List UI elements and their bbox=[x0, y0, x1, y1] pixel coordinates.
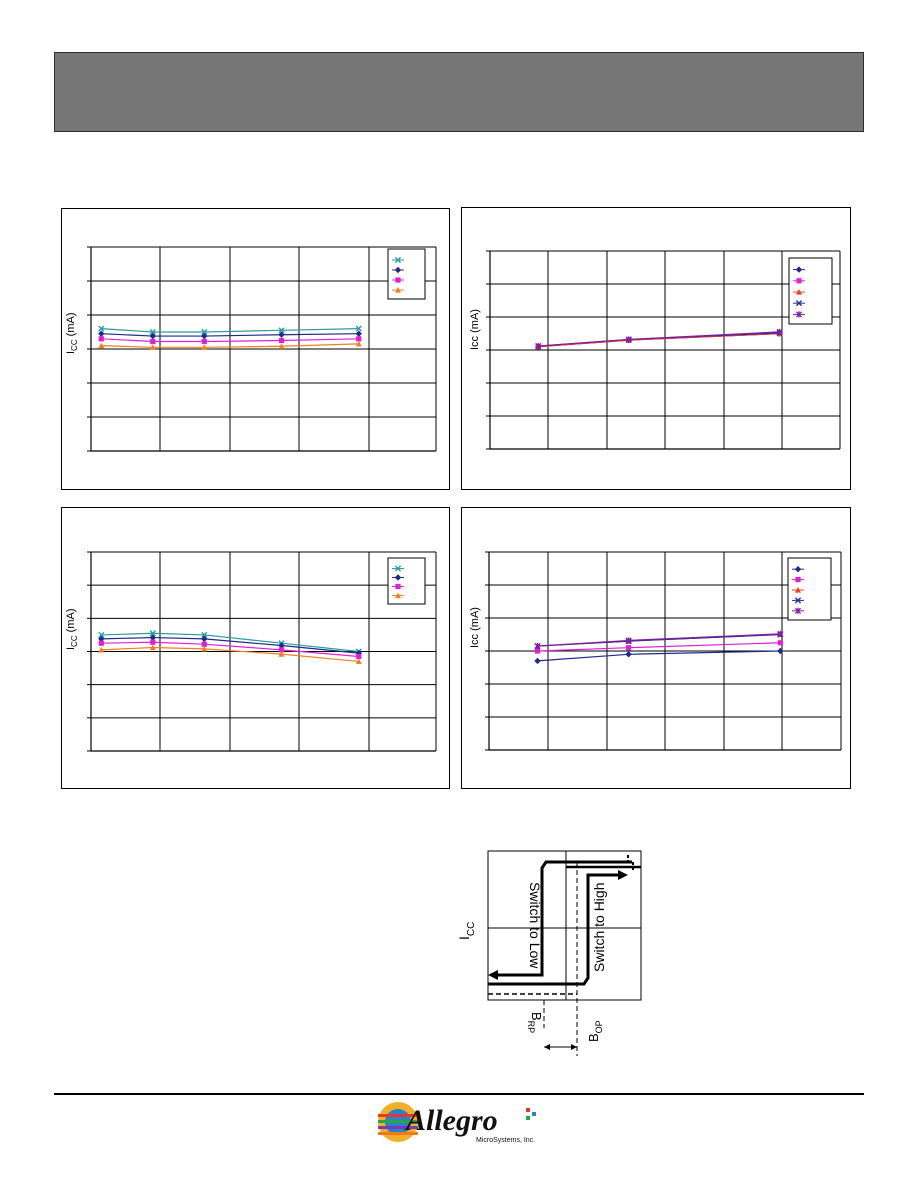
hysteresis-arrow-low bbox=[488, 970, 498, 980]
series-2-point bbox=[626, 645, 631, 650]
series-3-line bbox=[538, 334, 779, 347]
series-1-point bbox=[625, 651, 631, 657]
hysteresis-y-axis-label: $I_{CC}$ bbox=[456, 921, 477, 940]
series-3-point bbox=[150, 640, 155, 645]
series-3-point bbox=[99, 641, 104, 646]
legend-box bbox=[388, 249, 425, 299]
footer-rule bbox=[54, 1093, 864, 1095]
chart-top-right bbox=[462, 208, 852, 491]
plot-grid bbox=[87, 552, 436, 751]
hysteresis-path-low bbox=[494, 862, 632, 975]
y-axis-label-unit: (mA) bbox=[469, 309, 481, 336]
y-axis-label-sub: CC bbox=[70, 635, 79, 647]
plot-grid bbox=[87, 247, 436, 451]
series-1-point bbox=[534, 658, 540, 664]
series-1-line bbox=[538, 651, 781, 661]
series-1-point bbox=[777, 648, 783, 654]
series-3-point bbox=[279, 338, 284, 343]
chart-top-left bbox=[62, 209, 451, 491]
series-3-point bbox=[99, 336, 104, 341]
legend bbox=[388, 249, 425, 299]
chart-panel-bottom-right bbox=[461, 507, 851, 789]
legend-entry-2-marker bbox=[795, 577, 800, 582]
y-axis-label-main: I bbox=[65, 646, 77, 650]
brp-label: $B_{RP}$ bbox=[526, 1012, 544, 1034]
series-3-point bbox=[356, 654, 361, 659]
logo-dot-3 bbox=[526, 1116, 530, 1120]
y-axis-label-unit: (mA) bbox=[65, 312, 77, 340]
y-axis-label bbox=[469, 309, 481, 350]
y-axis-label bbox=[469, 607, 481, 648]
hysteresis-arrow-high bbox=[618, 870, 628, 880]
allegro-logo bbox=[376, 1100, 546, 1146]
hysteresis-diagram bbox=[440, 840, 660, 1070]
logo-text: Allegro bbox=[406, 1104, 498, 1137]
chart-panel-bottom-left bbox=[61, 507, 450, 789]
series-3-point bbox=[150, 339, 155, 344]
y-axis-label-sub: CC bbox=[70, 339, 79, 351]
plot-grid bbox=[486, 251, 840, 449]
switch-to-high-label: Switch to High bbox=[591, 882, 607, 972]
legend-entry-3-marker bbox=[395, 277, 400, 282]
legend bbox=[788, 558, 831, 620]
legend-entry-3-marker bbox=[395, 584, 400, 589]
bop-label: $B_{OP}$ bbox=[586, 1020, 604, 1042]
logo-dot-1 bbox=[526, 1108, 530, 1112]
series-3-point bbox=[356, 336, 361, 341]
chart-panel-top-right bbox=[461, 207, 851, 490]
legend-entry-2-marker bbox=[796, 278, 801, 283]
y-axis-label bbox=[65, 608, 79, 650]
legend-box bbox=[388, 558, 425, 604]
y-axis-label-main: I bbox=[65, 350, 77, 354]
y-axis-label-main: Icc bbox=[469, 633, 481, 648]
chart-bottom-right bbox=[462, 508, 852, 790]
legend bbox=[789, 258, 832, 324]
logo-subtext: MicroSystems, Inc. bbox=[476, 1137, 536, 1144]
chart-panel-top-left bbox=[61, 208, 450, 490]
y-axis-label-unit: (mA) bbox=[469, 607, 481, 634]
y-axis-label-unit: (mA) bbox=[65, 608, 77, 636]
series-2-point bbox=[535, 648, 540, 653]
hysteresis-span-arrow-left bbox=[544, 1044, 550, 1050]
y-axis-label bbox=[65, 312, 79, 354]
switch-to-low-label: Switch to Low bbox=[527, 882, 543, 969]
logo-dot-2 bbox=[532, 1112, 536, 1116]
y-axis-label-main: Icc bbox=[469, 335, 481, 350]
hysteresis-span-arrow-right bbox=[571, 1044, 577, 1050]
series-3-point bbox=[202, 339, 207, 344]
chart-bottom-left bbox=[62, 508, 451, 790]
header-bar bbox=[54, 52, 864, 132]
series-2-point bbox=[778, 640, 783, 645]
legend bbox=[388, 558, 425, 604]
